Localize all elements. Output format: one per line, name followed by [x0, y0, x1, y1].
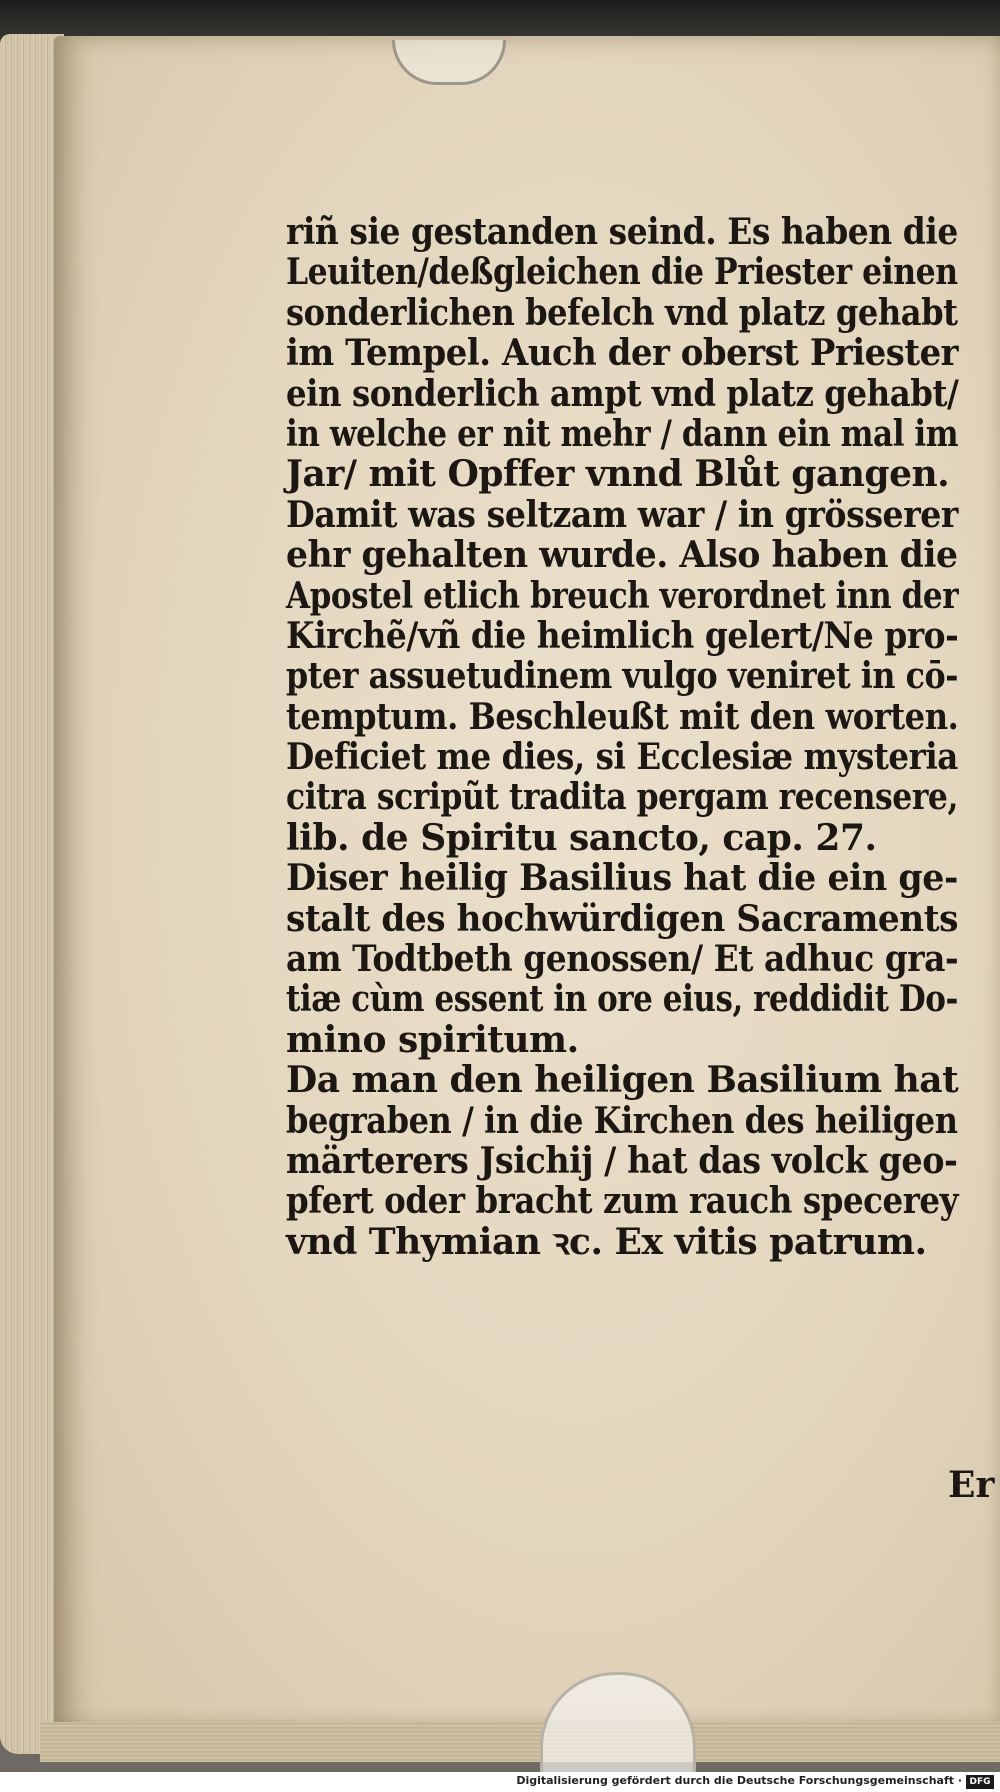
book-bottom-edge [40, 1722, 1000, 1762]
text-line: vnd Thymian ꝛc. Ex vitis patrum. [286, 1220, 927, 1263]
text-line: mino spiritum. [286, 1018, 579, 1061]
text-line: Apostel etlich breuch verordnet inn der [286, 574, 959, 617]
text-line: begraben / in die Kirchen des heiligen [286, 1099, 958, 1142]
text-line: Jar/ mit Opffer vnnd Blůt gangen. [286, 453, 950, 496]
text-line: ehr gehalten wurde. Also haben die [286, 534, 958, 577]
footer-bar [0, 1772, 1000, 1792]
text-line: lib. de Spiritu sancto, cap. 27. [286, 816, 877, 859]
text-line: märterers Jsichij / hat das volck geo- [286, 1139, 958, 1182]
text-line: Deficiet me dies, si Ecclesiæ mysteria [286, 736, 958, 779]
text-line: pfert oder bracht zum rauch specerey [286, 1180, 959, 1223]
text-line: Leuiten/deßgleichen die Priester einen [286, 251, 958, 294]
text-line: in welche er nit mehr / dann ein mal im [286, 412, 959, 455]
text-line: Kirchẽ/vñ die heimlich gelert/Ne pro- [286, 614, 959, 657]
catchword: Er [948, 1464, 995, 1506]
text-line: tiæ cùm essent in ore eius, reddidit Do- [286, 978, 958, 1021]
text-line: am Todtbeth genossen/ Et adhuc gra- [286, 938, 959, 981]
text-line: Damit was seltzam war / in grösserer [286, 493, 958, 536]
text-line: Da man den heiligen Basilium hat [286, 1059, 959, 1102]
text-line: pter assuetudinem vulgo veniret in cō- [286, 655, 959, 698]
text-line: stalt des hochwürdigen Sacraments [286, 897, 958, 940]
text-line: citra scripũt tradita pergam recensere, [286, 776, 959, 819]
text-line: temptum. Beschleußt mit den worten. [286, 695, 959, 738]
footer-credit: Digitalisierung gefördert durch die Deutsche Forschungsgemeinschaft · [516, 1774, 962, 1787]
text-line: ein sonderlich ampt vnd platz gehabt/ [286, 372, 959, 415]
text-line: sonderlichen befelch vnd platz gehabt [286, 291, 958, 334]
text-line: Diser heilig Basilius hat die ein ge- [286, 857, 958, 900]
text-line: riñ sie gestanden seind. Es haben die [286, 211, 958, 253]
text-line: im Tempel. Auch der oberst Priester [286, 332, 959, 375]
page-text [286, 212, 986, 1262]
dfg-logo: DFG [966, 1775, 994, 1789]
